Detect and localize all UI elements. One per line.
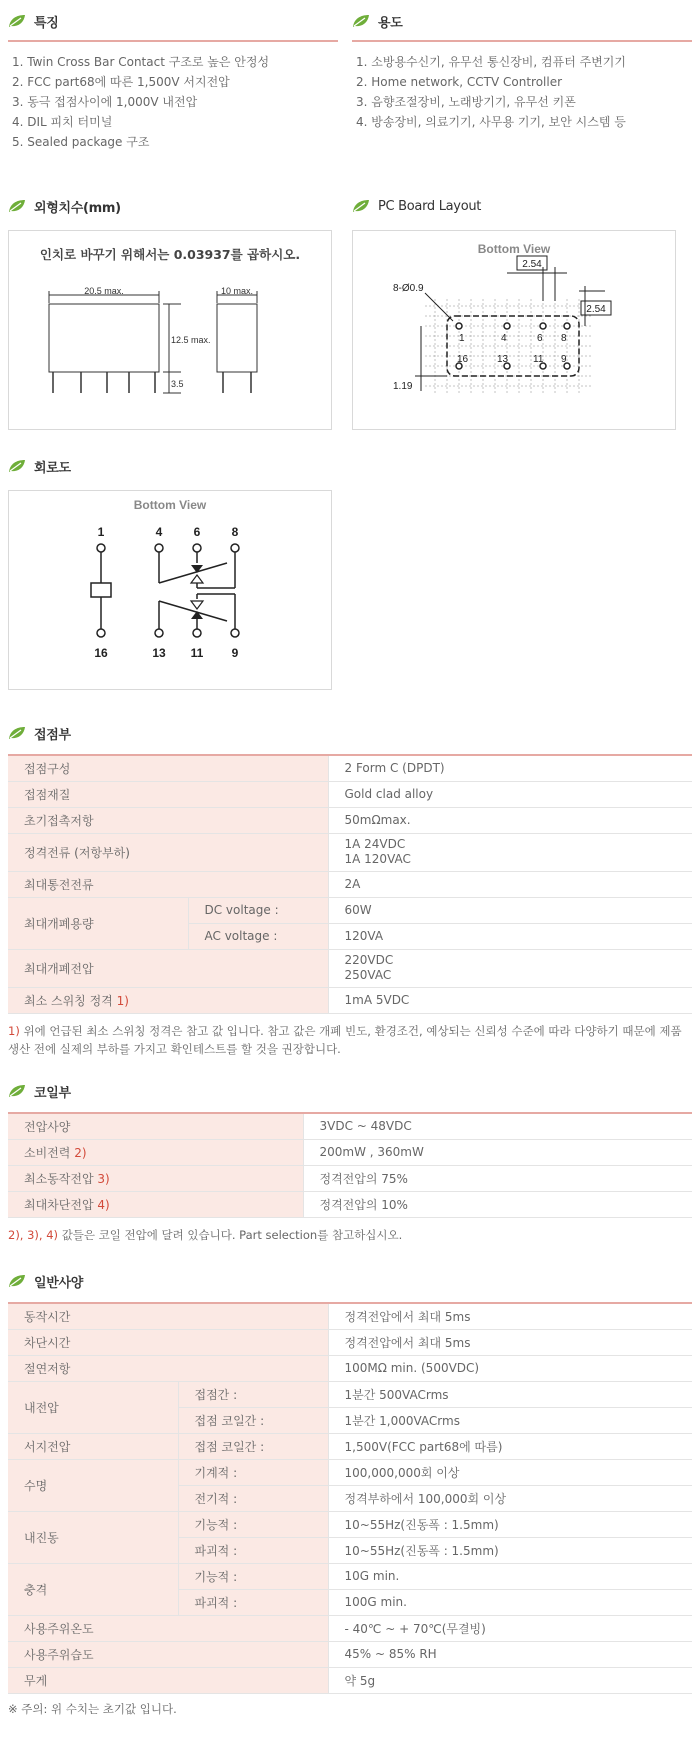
table-row (8, 1113, 692, 1139)
leaf-icon (352, 199, 370, 213)
pcb-pin-label: 6 (537, 333, 543, 344)
table-row (8, 987, 692, 1013)
applications-list (352, 52, 692, 132)
pcb-pin-label: 9 (561, 354, 567, 365)
table-key: 소비전력 2) (8, 1139, 303, 1165)
table-row (8, 1355, 692, 1381)
list-item: 5. Sealed package 구조 (12, 135, 150, 149)
table-key: 내전압 (8, 1381, 178, 1433)
table-key: 동작시간 (8, 1303, 328, 1329)
table-value: 2A (328, 871, 692, 897)
general-section (8, 1270, 692, 1718)
coil-section (8, 1080, 692, 1244)
table-value: 정격전압에서 최대 5ms (328, 1329, 692, 1355)
contact-note: 1) 위에 언급된 최소 스위칭 정격은 참고 값 입니다. 참고 값은 개폐 빈도, 환경조건, 예상되는 신뢰성 수준에 따라 다양하기 때문에 제품 생산 전에 실제의 부하를 가지고 확인테스트를 할 것을 권장합니다. (8, 1023, 682, 1056)
circuit-pin-label: 11 (190, 646, 204, 660)
table-subkey: 파괴적 : (178, 1537, 328, 1563)
leaf-icon (8, 14, 26, 28)
width-label: 20.5 max. (84, 286, 124, 296)
dimensions-title: 외형치수(mm) (34, 200, 121, 216)
pcb-pin-label: 4 (501, 333, 507, 344)
table-key: 사용주위온도 (8, 1615, 328, 1641)
table-subkey: DC voltage : (188, 897, 328, 923)
table-value: 10~55Hz(진동폭 : 1.5mm) (328, 1537, 692, 1563)
table-value: 200mW , 360mW (303, 1139, 692, 1165)
coil-note: 2), 3), 4) 값들은 코일 전압에 달려 있습니다. Part selection를 참고하십시오. (8, 1227, 403, 1242)
table-key: 최소동작전압 3) (8, 1165, 303, 1191)
table-row (8, 807, 692, 833)
leaf-icon (8, 459, 26, 473)
table-value: 정격전압의 10% (303, 1191, 692, 1217)
table-row (8, 1511, 692, 1537)
table-row (8, 1459, 692, 1485)
table-value: 3VDC ~ 48VDC (303, 1113, 692, 1139)
pcb-pin-label: 8 (561, 333, 567, 344)
table-value: 약 5g (328, 1667, 692, 1693)
table-value: 100MΩ min. (500VDC) (328, 1355, 692, 1381)
table-row (8, 833, 692, 871)
table-value: 정격전압에서 최대 5ms (328, 1303, 692, 1329)
pcb-edge-label: 1.19 (393, 381, 413, 392)
table-subkey: 파괴적 : (178, 1589, 328, 1615)
table-row (8, 1139, 692, 1165)
table-key: 사용주위습도 (8, 1641, 328, 1667)
table-value: 100,000,000회 이상 (328, 1459, 692, 1485)
leaf-icon (352, 14, 370, 28)
list-item: 1. 소방용수신기, 유무선 통신장비, 컴퓨터 주변기기 (356, 55, 626, 69)
table-value: 1,500V(FCC part68에 따름) (328, 1433, 692, 1459)
table-value: 정격부하에서 100,000회 이상 (328, 1485, 692, 1511)
depth-label: 10 max. (220, 286, 254, 296)
pcb-pin-label: 16 (457, 354, 469, 365)
circuit-title: 회로도 (34, 460, 71, 476)
pcb-view-label: Bottom View (477, 242, 551, 256)
table-key: 내진동 (8, 1511, 178, 1563)
pcb-title: PC Board Layout (378, 198, 482, 214)
table-subkey: AC voltage : (188, 923, 328, 949)
table-key: 전압사양 (8, 1113, 303, 1139)
height-label: 12.5 max. (171, 335, 211, 345)
table-row (8, 1165, 692, 1191)
table-row (8, 1563, 692, 1589)
applications-title: 용도 (378, 15, 403, 31)
list-item: 4. DIL 피치 터미널 (12, 115, 113, 129)
circuit-view-label: Bottom View (133, 498, 207, 512)
pcb-drawing (352, 230, 676, 430)
table-key: 최대개폐용량 (8, 897, 188, 949)
table-row (8, 755, 692, 781)
general-table (8, 1302, 692, 1694)
circuit-pin-label: 9 (231, 646, 239, 660)
table-row (8, 871, 692, 897)
coil-title: 코일부 (34, 1085, 71, 1101)
leaf-icon (8, 1084, 26, 1098)
list-item: 3. 동극 접점사이에 1,000V 내전압 (12, 95, 198, 109)
table-value: 10~55Hz(진동폭 : 1.5mm) (328, 1511, 692, 1537)
contact-table (8, 754, 692, 1014)
table-value: 1mA 5VDC (328, 987, 692, 1013)
circuit-drawing (8, 490, 332, 690)
table-value: 정격전압의 75% (303, 1165, 692, 1191)
table-subkey: 접점간 : (178, 1381, 328, 1407)
table-key: 무게 (8, 1667, 328, 1693)
features-list (8, 52, 338, 152)
applications-section (352, 10, 692, 132)
table-key: 충격 (8, 1563, 178, 1615)
table-key: 수명 (8, 1459, 178, 1511)
list-item: 2. Home network, CCTV Controller (356, 75, 563, 89)
table-value: 120VA (328, 923, 692, 949)
contact-section (8, 722, 692, 1058)
circuit-pin-label: 6 (193, 525, 201, 539)
table-value: 100G min. (328, 1589, 692, 1615)
pcb-pin-label: 11 (533, 354, 544, 365)
table-row (8, 1641, 692, 1667)
coil-table (8, 1112, 692, 1218)
pcb-pitch-h: 2.54 (522, 259, 542, 270)
table-row (8, 949, 692, 987)
table-value: 50mΩmax. (328, 807, 692, 833)
table-key: 최대통전전류 (8, 871, 328, 897)
leaf-icon (8, 1274, 26, 1288)
contact-title: 접점부 (34, 727, 71, 743)
list-item: 1. Twin Cross Bar Contact 구조로 높은 안정성 (12, 55, 270, 69)
features-title: 특징 (34, 15, 59, 31)
dimensions-section (8, 195, 121, 217)
table-value: 220VDC 250VAC (328, 949, 692, 987)
table-value: 10G min. (328, 1563, 692, 1589)
pcb-pin-label: 1 (459, 333, 465, 344)
list-item: 4. 방송장비, 의료기기, 사무용 기기, 보안 시스템 등 (356, 115, 626, 129)
circuit-pin-label: 16 (94, 646, 108, 660)
list-item: 2. FCC part68에 따른 1,500V 서지전압 (12, 75, 230, 89)
table-key: 차단시간 (8, 1329, 328, 1355)
list-item: 3. 음향조절장비, 노래방기기, 유무선 키폰 (356, 95, 576, 109)
pcb-pin-label: 13 (497, 354, 509, 365)
circuit-pin-label: 8 (231, 525, 239, 539)
dimensions-drawing (8, 230, 332, 430)
table-row (8, 781, 692, 807)
dimensions-note: 인치로 바꾸기 위해서는 0.03937를 곱하시오. (39, 247, 301, 262)
table-key: 절연저항 (8, 1355, 328, 1381)
table-row (8, 1191, 692, 1217)
table-value: 60W (328, 897, 692, 923)
pcb-hole-label: 8-Ø0.9 (393, 283, 424, 294)
table-key: 최소 스위칭 정격 1) (8, 987, 328, 1013)
pin-length-label: 3.5 (171, 379, 184, 389)
table-row (8, 1615, 692, 1641)
table-row (8, 1667, 692, 1693)
table-key: 최대개폐전압 (8, 949, 328, 987)
leaf-icon (8, 726, 26, 740)
circuit-pin-label: 4 (155, 525, 163, 539)
table-row (8, 897, 692, 923)
circuit-pin-label: 13 (152, 646, 166, 660)
table-row (8, 1329, 692, 1355)
pcb-section (352, 195, 481, 217)
table-key: 초기접촉저항 (8, 807, 328, 833)
table-key: 최대차단전압 4) (8, 1191, 303, 1217)
table-subkey: 기능적 : (178, 1563, 328, 1589)
table-subkey: 접점 코일간 : (178, 1407, 328, 1433)
general-title: 일반사양 (34, 1275, 84, 1291)
table-key: 접점구성 (8, 755, 328, 781)
table-row (8, 1381, 692, 1407)
pcb-pitch-v: 2.54 (586, 304, 606, 315)
table-value: 1A 24VDC 1A 120VAC (328, 833, 692, 871)
table-subkey: 기능적 : (178, 1511, 328, 1537)
features-section (8, 10, 338, 152)
table-row (8, 1433, 692, 1459)
table-subkey: 기계적 : (178, 1459, 328, 1485)
table-row (8, 1303, 692, 1329)
table-subkey: 전기적 : (178, 1485, 328, 1511)
table-value: 2 Form C (DPDT) (328, 755, 692, 781)
table-key: 서지전압 (8, 1433, 178, 1459)
table-value: 1분간 1,000VACrms (328, 1407, 692, 1433)
table-subkey: 접점 코일간 : (178, 1433, 328, 1459)
table-key: 정격전류 (저항부하) (8, 833, 328, 871)
leaf-icon (8, 199, 26, 213)
table-value: Gold clad alloy (328, 781, 692, 807)
table-key: 접점재질 (8, 781, 328, 807)
circuit-pin-label: 1 (97, 525, 105, 539)
table-value: - 40℃ ~ + 70℃(무결빙) (328, 1615, 692, 1641)
table-value: 45% ~ 85% RH (328, 1641, 692, 1667)
circuit-section (8, 455, 71, 477)
table-value: 1분간 500VACrms (328, 1381, 692, 1407)
general-note: ※ 주의: 위 수치는 초기값 입니다. (8, 1701, 177, 1716)
